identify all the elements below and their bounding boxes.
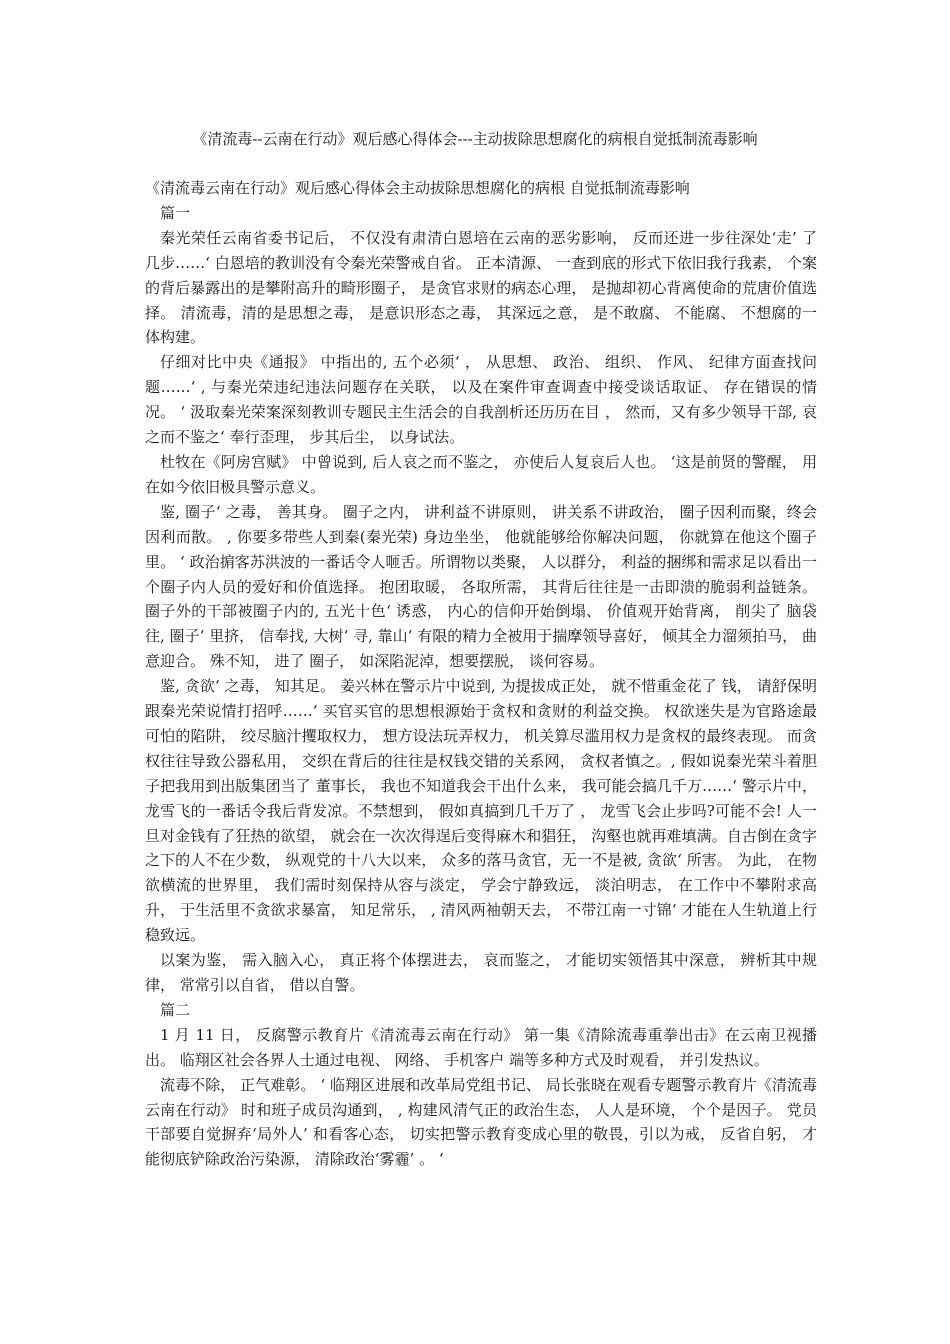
paragraph: 以案为鉴， 需入脑入心， 真正将个体摆进去， 哀而鉴之， 才能切实领悟其中深意， 辨析其中规律， 常常引以自省， 借以自警。: [145, 951, 817, 994]
paragraph: 杜牧在《阿房宫赋》 中曾说到, 后人哀之而不鉴之， 亦使后人复哀后人也。 ‘这是前贤的警醒， 用在如今依旧极具警示意义。: [145, 452, 817, 496]
paragraph: 秦光荣任云南省委书记后， 不仅没有肃清白恩培在云南的恶劣影响， 反而还进一步往深处‘走’ 了 几步……‘ 白恩培的教训没有令秦光荣警戒自省。 正本清源、 一查到底的形式下依旧我行我素， 个案的背后暴露出的是攀附高升的畸形圈子， 是贪官求财的病态心理， 是抛却初心背离使命的荒唐价值选择。 清流毒，清的是思想之毒， 是意识形态之毒， 其深远之意， 是不敢腐、 不能腐、 不想腐的一体构建。: [145, 228, 817, 347]
document-title: 《清流毒--云南在行动》观后感心得体会---主动拔除思想腐化的病根自觉抵制流毒影响: [192, 130, 758, 148]
section-label: 篇一: [160, 203, 191, 222]
document-body: [145, 176, 817, 1172]
paragraph: 鉴, 贪欲‘ 之毒， 知其足。 姜兴林在警示片中说到, 为提拔成正处， 就不惜重金花了 钱， 请舒保明跟秦光荣说情打招呼……‘ 买官买官的思想根源始于贪权和贪财的利益交换。 权欲迷失是为官路途最可怕的陷阱， 绞尽脑汁攫取权力， 想方设法玩弄权力， 机关算尽滥用权力是贪权的最终表现。 而贪权往往导致公器私用， 交织在背后的往往是权钱交错的关系网， 贪权者慎之。, 假如说秦光荣斗着胆子把我用到出版集团当了 董事长， 我也不知道我会干出什么来， 我可能会搞几千万……‘ 警示片中， 龙雪飞的一番话令我后背发凉。不禁想到， 假如真搞到几千万了 ， 龙雪飞会止步吗?可能不会! 人一旦对金钱有了狂热的欲望， 就会在一次次得逞后变得麻木和猖狂， 沟壑也就再难填满。自古倒在贪字之下的人不在少数， 纵观党的十八大以来， 众多的落马贪官，无一不是被, 贪欲‘ 所害。 为此， 在物欲横流的世界里， 我们需时刻保持从容与淡定， 学会宁静致远， 淡泊明志， 在工作中不攀附求高升， 于生活里不贪欲求暴富， 知足常乐， , 清风两袖朝天去， 不带江南一寸锦‘ 才能在人生轨道上行稳致远。: [145, 677, 817, 945]
section-label: 篇二: [160, 1000, 191, 1019]
section-1: [145, 201, 817, 998]
paragraph: 鉴, 圈子‘ 之毒， 善其身。 圈子之内， 讲利益不讲原则， 讲关系不讲政治， 圈子因利而聚，终会因利而散。 , 你要多带些人到秦(秦光荣) 身边坐坐， 他就能够给你解决问题， 你就算在他这个圈子里。 ‘ 政治掮客苏洪波的一番话令人咂舌。所谓物以类聚， 人以群分， 利益的捆绑和需求足以看出一个圈子内人员的爱好和价值选择。 抱团取暖， 各取所需， 其背后往往是一击即溃的脆弱利益链条。 圈子外的干部被圈子内的, 五光十色‘ 诱惑， 内心的信仰开始倒塌、 价值观开始背离， 削尖了 脑袋往, 圈子‘ 里挤， 信奉找, 大树‘ 寻, 靠山‘ 有限的精力全被用于揣摩领导喜好， 倾其全力溜须拍马， 曲意迎合。 殊不知， 进了 圈子， 如深陷泥淖，想要摆脱， 谈何容易。: [145, 502, 817, 671]
document-subtitle: 《清流毒云南在行动》观后感心得体会主动拔除思想腐化的病根 自觉抵制流毒影响: [145, 179, 690, 197]
paragraph: 1 月 11 日， 反腐警示教育片《清流毒云南在行动》 第一集《清除流毒重拳出击》在云南卫视播出。 临翔区社会各界人士通过电视、 网络、 手机客户 端等多种方式及时观看， 并引发热议。: [145, 1025, 817, 1069]
section-2: [145, 998, 817, 1172]
paragraph: 仔细对比中央《通报》 中指出的, 五个必须‘ ， 从思想、 政治、 组织、 作风、 纪律方面查找问题……‘ , 与秦光荣违纪违法问题存在关联， 以及在案件审查调查中接受谈话取证、 存在错误的情况。 ‘ 汲取秦光荣案深刻教训专题民主生活会的自我剖析还历历在目 ， 然而，又有多少领导干部, 哀之而不鉴之‘ 奉行歪理， 步其后尘， 以身试法。: [145, 353, 817, 447]
paragraph: 流毒不除， 正气难彰。 ‘ 临翔区进展和改革局党组书记、 局长张晓在观看专题警示教育片《清流毒云南在行动》 时和班子成员沟通到， , 构建风清气正的政治生态， 人人是环境， 个个是因子。 党员干部要自觉摒弃‘局外人’ 和看客心态， 切实把警示教育变成心里的敬畏，引以为戒， 反省自躬， 才能彻底铲除政治污染源， 清除政治‘雾霾’ 。 ‘: [145, 1075, 817, 1169]
